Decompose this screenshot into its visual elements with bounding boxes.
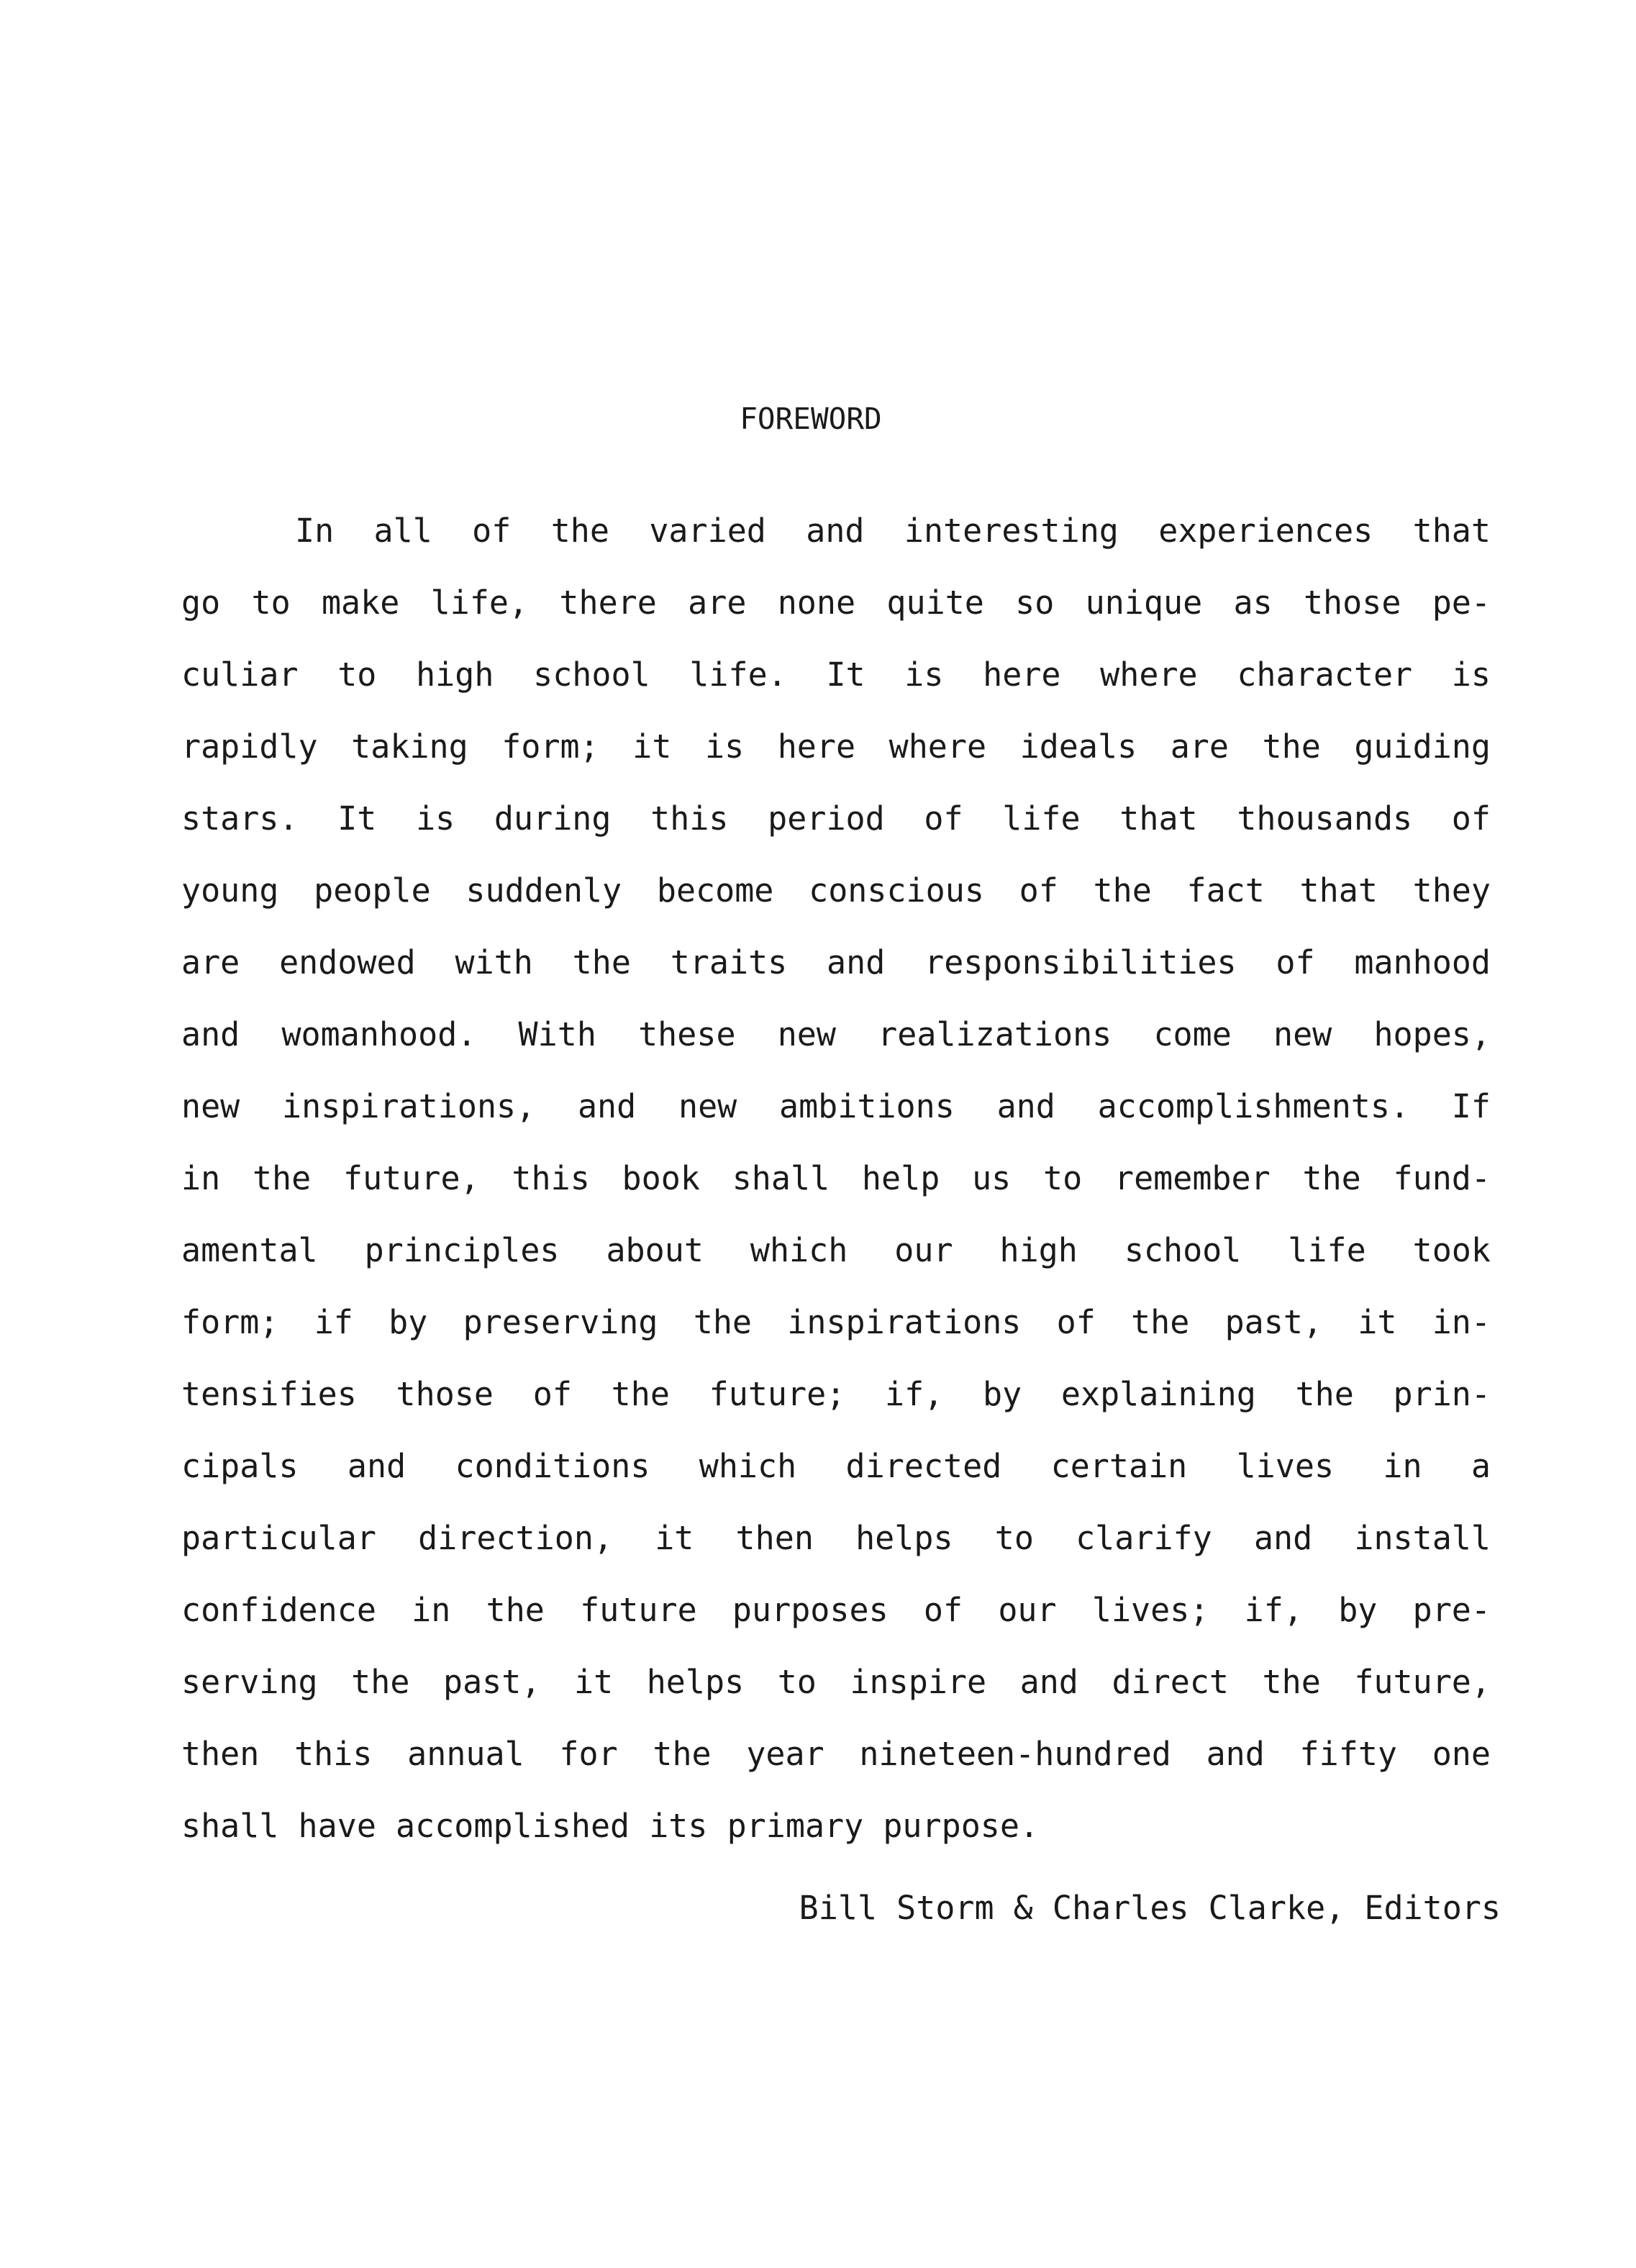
paragraph-line: stars. It is during this period of life that thousands of [181, 799, 1491, 838]
paragraph-line: new inspirations, and new ambitions and accomplishments. If [181, 1087, 1491, 1125]
paragraph-line: serving the past, it helps to inspire and direct the future, [181, 1663, 1491, 1701]
paragraph-line: particular direction, it then helps to clarify and install [181, 1519, 1491, 1557]
paragraph-line: shall have accomplished its primary purpose. [181, 1807, 1040, 1845]
editors-signature: Bill Storm & Charles Clarke, Editors [799, 1889, 1501, 1927]
paragraph-line: form; if by preserving the inspirations of the past, it in- [181, 1303, 1491, 1341]
paragraph-line: go to make life, there are none quite so unique as those pe- [181, 584, 1491, 622]
page-title-text: FOREWORD [740, 402, 882, 436]
foreword-body [181, 505, 1491, 1872]
paragraph-line: In all of the varied and interesting experiences that [295, 512, 1491, 550]
paragraph-line: then this annual for the year nineteen-hundred and fifty one [181, 1735, 1491, 1773]
paragraph-line: are endowed with the traits and responsibilities of manhood [181, 943, 1491, 981]
paragraph-line: in the future, this book shall help us to remember the fund- [181, 1159, 1491, 1197]
paragraph-line: amental principles about which our high school life took [181, 1231, 1491, 1269]
paragraph-line: tensifies those of the future; if, by explaining the prin- [181, 1375, 1491, 1413]
paragraph-line: and womanhood. With these new realizations come new hopes, [181, 1015, 1491, 1053]
paragraph-line: rapidly taking form; it is here where ideals are the guiding [181, 727, 1491, 766]
page-title [0, 397, 1636, 440]
paragraph-line: culiar to high school life. It is here where character is [181, 656, 1491, 694]
paragraph-line: cipals and conditions which directed certain lives in a [181, 1447, 1491, 1485]
paragraph-line: confidence in the future purposes of our lives; if, by pre- [181, 1591, 1491, 1629]
paragraph-line: young people suddenly become conscious of the fact that they [181, 871, 1491, 910]
